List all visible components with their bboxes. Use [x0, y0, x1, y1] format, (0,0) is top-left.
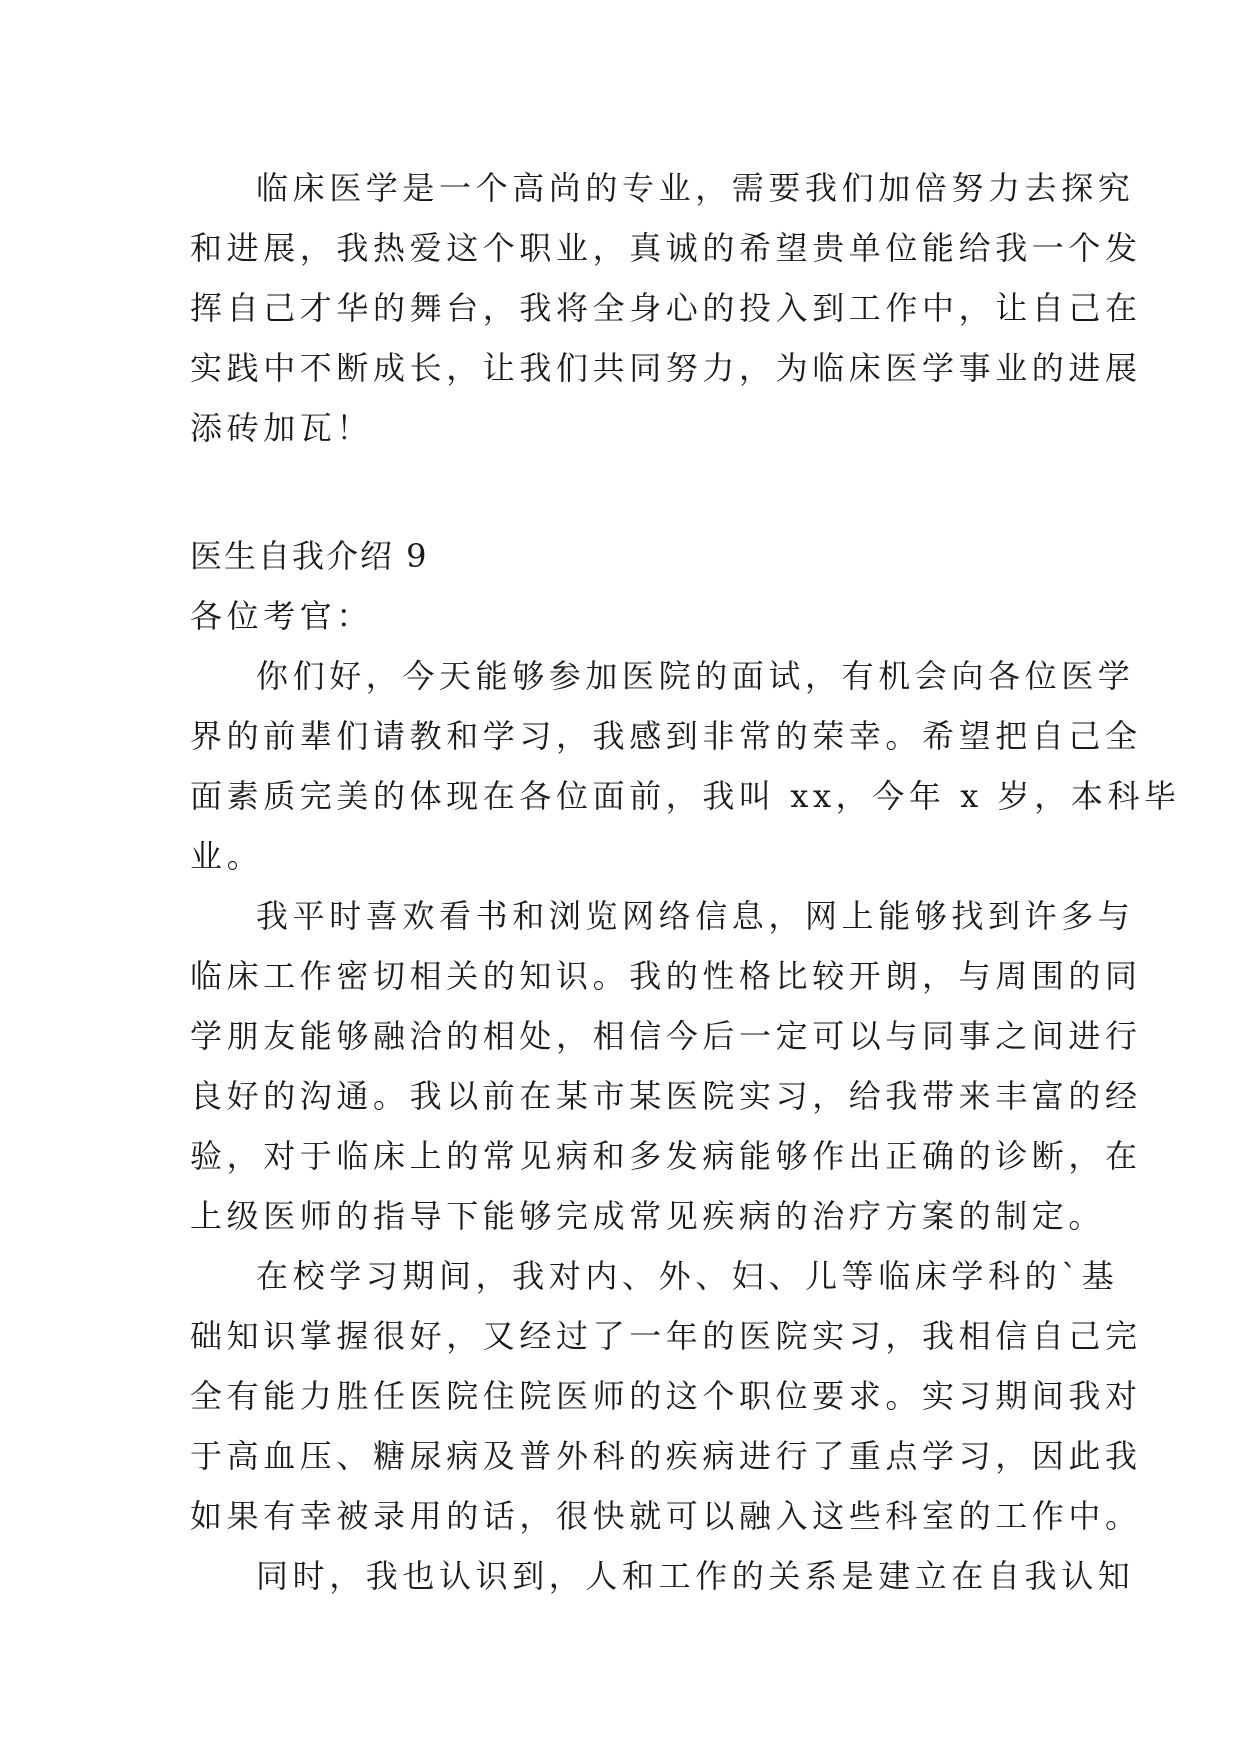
text-line: 我平时喜欢看书和浏览网络信息，网上能够找到许多与	[256, 897, 1135, 935]
text-line: 验，对于临床上的常见病和多发病能够作出正确的诊断，在	[190, 1137, 1142, 1175]
text-line: 面素质完美的体现在各位面前，我叫 xx，今年 x 岁，本科毕	[190, 777, 1181, 815]
salutation: 各位考官：	[190, 597, 374, 635]
text-line: 同时，我也认识到，人和工作的关系是建立在自我认知	[256, 1557, 1135, 1595]
text-line: 础知识掌握很好，又经过了一年的医院实习，我相信自己完	[190, 1317, 1142, 1355]
paragraph-closing-previous	[190, 158, 1142, 458]
paragraph-study	[190, 1246, 1142, 1546]
text-line: 业。	[190, 837, 264, 875]
text-line: 你们好，今天能够参加医院的面试，有机会向各位医学	[256, 657, 1135, 695]
text-line: 于高血压、糖尿病及普外科的疾病进行了重点学习，因此我	[190, 1437, 1142, 1475]
document-body	[190, 158, 1181, 1606]
text-line: 全有能力胜任医院住院医师的这个职位要求。实习期间我对	[190, 1377, 1142, 1415]
text-line: 和进展，我热爱这个职业，真诚的希望贵单位能给我一个发	[190, 229, 1142, 267]
text-line: 在校学习期间，我对内、外、妇、儿等临床学科的`基	[256, 1257, 1119, 1295]
text-line: 添砖加瓦！	[190, 409, 374, 447]
text-line: 临床医学是一个高尚的专业，需要我们加倍努力去探究	[256, 169, 1135, 207]
text-line: 上级医师的指导下能够完成常见疾病的治疗方案的制定。	[190, 1197, 1106, 1235]
text-line: 良好的沟通。我以前在某市某医院实习，给我带来丰富的经	[190, 1077, 1142, 1115]
paragraph-greeting	[190, 646, 1181, 886]
text-line: 界的前辈们请教和学习，我感到非常的荣幸。希望把自己全	[190, 717, 1142, 755]
paragraph-awareness	[190, 1546, 1135, 1606]
text-line: 如果有幸被录用的话，很快就可以融入这些科室的工作中。	[190, 1497, 1142, 1535]
section-title: 医生自我介绍 9	[190, 537, 429, 575]
paragraph-personality	[190, 886, 1142, 1246]
section-spacer	[190, 458, 1070, 526]
text-line: 挥自己才华的舞台，我将全身心的投入到工作中，让自己在	[190, 289, 1142, 327]
text-line: 实践中不断成长，让我们共同努力，为临床医学事业的进展	[190, 349, 1142, 387]
text-line: 临床工作密切相关的知识。我的性格比较开朗，与周围的同	[190, 957, 1142, 995]
text-line: 学朋友能够融洽的相处，相信今后一定可以与同事之间进行	[190, 1017, 1142, 1055]
